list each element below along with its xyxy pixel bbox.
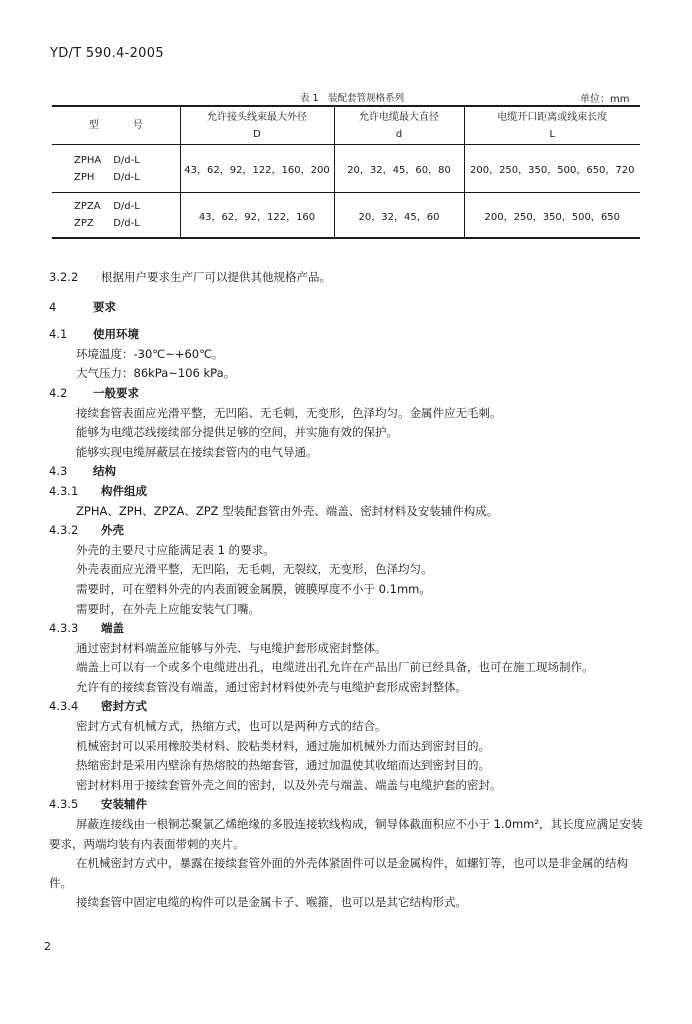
standard-code: YD/T 590.4-2005 bbox=[50, 46, 164, 61]
d-cable-cell: 20，32，45，60 bbox=[334, 193, 464, 239]
body-line: 接续套管表面应光滑平整，无凹陷、无毛刺，无变形，色泽均匀。金属件应无毛刺。 bbox=[76, 405, 502, 420]
section-4-1-heading: 4.1 使用环境 bbox=[49, 327, 139, 342]
col-header-d-cable: 允许电缆最大直径 d bbox=[334, 106, 464, 145]
table-row bbox=[52, 193, 640, 239]
body-paragraph: 屏蔽连接线由一根铜芯聚氯乙烯绝缘的多股连接软线构成，铜导体截面积应不小于 1.0mm²，其长度应满足安装要求，两端均装有内表面带刺的夹片。 bbox=[49, 817, 643, 851]
body-line: 通过密封材料端盖应能够与外壳、与电缆护套形成密封整体。 bbox=[76, 640, 387, 655]
body-paragraph: 在机械密封方式中，暴露在接续套管外面的外壳体紧固件可以是金属构件，如螺钉等，也可以是非金属的结构件。 bbox=[49, 856, 628, 890]
length-cell: 200，250，350，500，650 bbox=[464, 193, 640, 239]
body-line: 机械密封可以采用橡胶类材料、胶粘类材料，通过施加机械外力而达到密封目的。 bbox=[76, 738, 490, 753]
body-paragraph: 接续套管中固定电缆的构件可以是金属卡子、喉箍，也可以是其它结构形式。 bbox=[76, 895, 467, 910]
table-caption: 表 1 装配套管规格系列 bbox=[300, 93, 405, 104]
body-line: 能够为电缆芯线接续部分提供足够的空间，并实施有效的保护。 bbox=[76, 425, 398, 440]
section-4-3-2-heading: 4.3.2 外壳 bbox=[49, 523, 124, 538]
length-cell: 200，250，350，500，650，720 bbox=[464, 145, 640, 193]
body-line: ZPHA、ZPH、ZPZA、ZPZ 型装配套管由外壳、端盖、密封材料及安装辅件构成。 bbox=[76, 503, 499, 518]
d-cable-cell: 20，32，45，60，80 bbox=[334, 145, 464, 193]
d-outer-cell: 43，62，92，122，160，200 bbox=[180, 145, 334, 193]
body-line: 允许有的接续套管没有端盖，通过密封材料使外壳与电缆护套形成密封整体。 bbox=[76, 679, 467, 694]
body-line: 需要时，可在塑料外壳的内表面镀金属膜，镀膜厚度不小于 0.1mm。 bbox=[76, 581, 431, 596]
model-cell: ZPHA D/d-L ZPH D/d-L bbox=[52, 145, 180, 193]
section-4-3-1-heading: 4.3.1 构件组成 bbox=[49, 483, 147, 498]
section-4-3-5-heading: 4.3.5 安装辅件 bbox=[49, 797, 147, 812]
document-body bbox=[49, 268, 649, 913]
body-paragraph: 端盖上可以有一个或多个电缆进出孔，电缆进出孔允许在产品出厂前已经具备，也可在施工现场制作。 bbox=[76, 660, 594, 675]
body-line: 热缩密封是采用内壁涂有热熔胶的热缩套管，通过加温使其收缩而达到密封目的。 bbox=[76, 758, 490, 773]
body-line: 外壳表面应光滑平整，无凹陷，无毛刺，无裂纹，无变形，色泽均匀。 bbox=[76, 562, 433, 577]
body-line: 环境温度：-30℃~+60℃。 bbox=[76, 346, 224, 361]
body-line: 能够实现电缆屏蔽层在接续套管内的电气导通。 bbox=[76, 444, 318, 459]
page-number: 2 bbox=[44, 940, 51, 953]
section-4-3-heading: 4.3 结构 bbox=[49, 464, 116, 479]
section-3-2-2: 3.2.2 根据用户要求生产厂可以提供其他规格产品。 bbox=[49, 270, 331, 284]
section-4-3-3-heading: 4.3.3 端盖 bbox=[49, 621, 124, 636]
table-header-row bbox=[52, 106, 640, 145]
body-line: 需要时，在外壳上应能安装气门嘴。 bbox=[76, 601, 260, 616]
table-row bbox=[52, 145, 640, 193]
col-header-model: 型 号 bbox=[52, 106, 180, 145]
d-outer-cell: 43，62，92，122，160 bbox=[180, 193, 334, 239]
col-header-length: 电缆开口距离或线束长度 L bbox=[464, 106, 640, 145]
col-header-d-outer: 允许接头线束最大外径 D bbox=[180, 106, 334, 145]
body-line: 大气压力：86kPa~106 kPa。 bbox=[76, 366, 236, 381]
section-4-2-heading: 4.2 一般要求 bbox=[49, 385, 139, 400]
body-line: 密封方式有机械方式，热缩方式，也可以是两种方式的结合。 bbox=[76, 719, 387, 734]
section-4-3-4-heading: 4.3.4 密封方式 bbox=[49, 699, 147, 714]
section-4-heading: 4 要求 bbox=[49, 299, 116, 314]
spec-table bbox=[52, 105, 640, 239]
model-cell: ZPZA D/d-L ZPZ D/d-L bbox=[52, 193, 180, 239]
body-line: 外壳的主要尺寸应能满足表 1 的要求。 bbox=[76, 542, 275, 557]
body-line: 密封材料用于接续套管外壳之间的密封，以及外壳与端盖、端盖与电缆护套的密封。 bbox=[76, 777, 502, 792]
table-unit: 单位：mm bbox=[580, 94, 630, 105]
